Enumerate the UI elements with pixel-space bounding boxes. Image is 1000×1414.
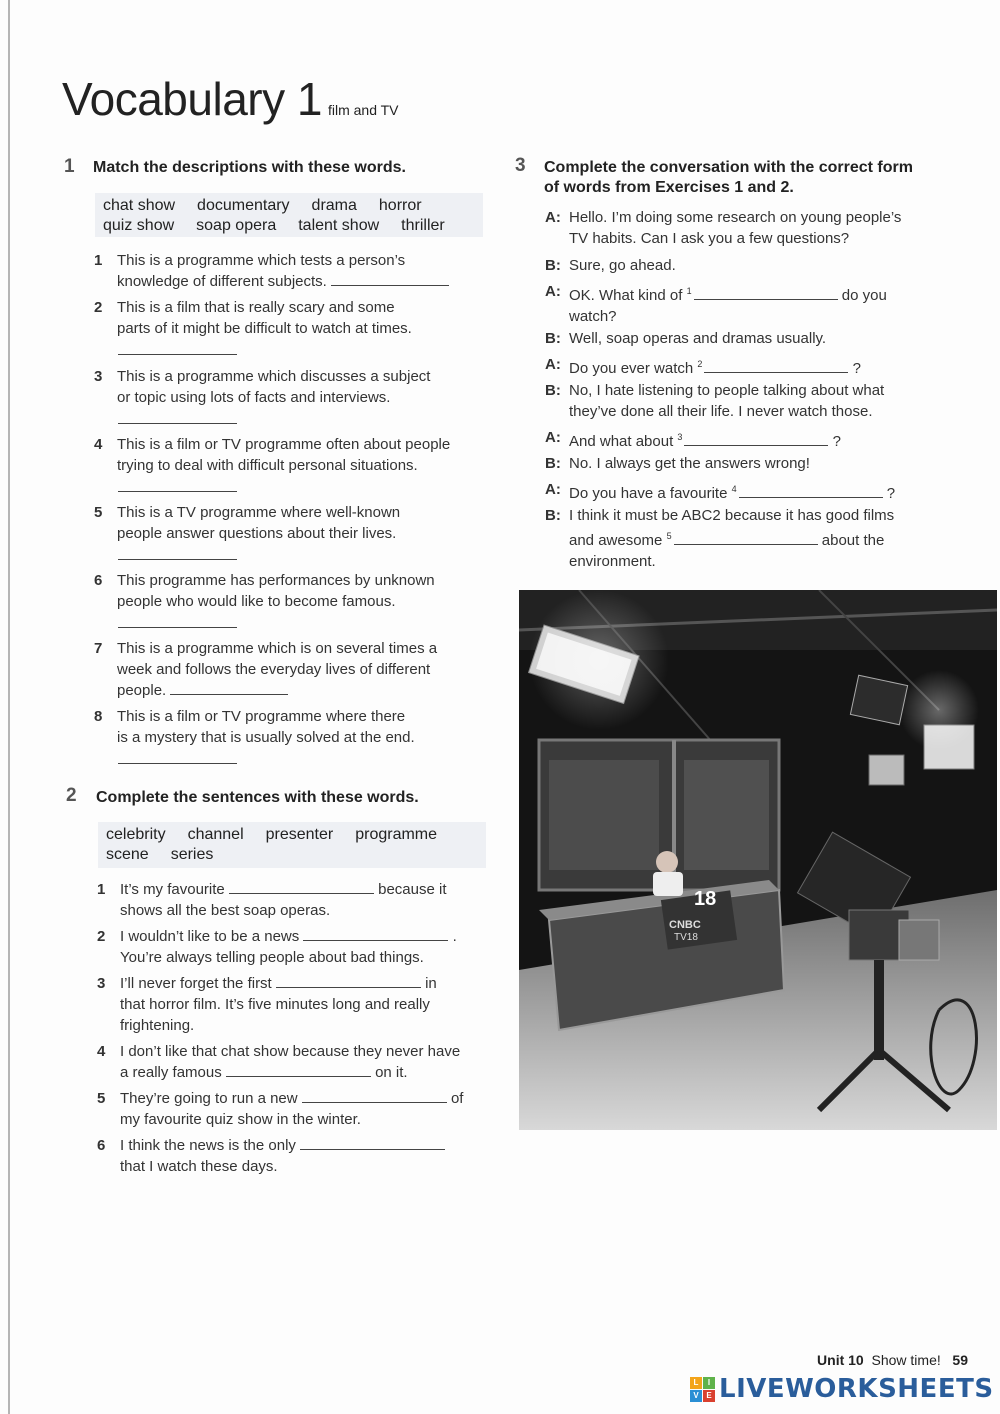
- word: soap opera: [196, 217, 277, 234]
- answer-blank[interactable]: [118, 491, 237, 492]
- answer-blank[interactable]: [694, 287, 838, 300]
- word: programme: [355, 826, 438, 843]
- title-sub: film and TV: [327, 102, 399, 118]
- tv-studio-illustration: [519, 590, 997, 1130]
- page-margin-line: [8, 0, 10, 1414]
- answer-blank[interactable]: [276, 975, 421, 988]
- liveworksheets-wordmark: LIVEWORKSHEETS: [719, 1374, 994, 1404]
- ex1-item: 4 This is a film or TV programme often about people trying to deal with difficult personal situations.: [94, 436, 451, 474]
- answer-blank[interactable]: [684, 433, 828, 446]
- tv-studio-photo: [519, 590, 997, 1130]
- ex2-item: 5 They’re going to run a new of my favourite quiz show in the winter.: [97, 1090, 464, 1128]
- ex2-number: 2: [66, 785, 77, 806]
- word: presenter: [265, 826, 334, 843]
- ex2-word-box: [98, 822, 486, 868]
- dialogue-line: A: OK. What kind of $^1$ do you watch?: [545, 283, 887, 325]
- unit-title: Show time!: [871, 1352, 941, 1368]
- word: thriller: [401, 217, 445, 234]
- ex1-item: 2 This is a film that is really scary and some parts of it might be difficult to watch at times.: [94, 299, 412, 337]
- liveworksheets-logo-icon: L I V E: [690, 1377, 715, 1402]
- ex1-item: 8 This is a film or TV programme where there is a mystery that is usually solved at the end.: [94, 708, 415, 746]
- liveworksheets-logo[interactable]: [690, 1374, 994, 1408]
- desk-sign-cnbc: CNBC: [669, 919, 701, 931]
- answer-blank[interactable]: [118, 423, 237, 424]
- ex2-item: 4 I don’t like that chat show because they never have a really famous on it.: [97, 1043, 461, 1081]
- ex1-number: 1: [64, 156, 75, 177]
- ex2-item: 1 It’s my favourite because it shows all the best soap operas.: [97, 881, 447, 919]
- ex1-heading: Match the descriptions with these words.: [93, 159, 406, 176]
- dialogue-line: B: I think it must be ABC2 because it has good films and awesome $^5$ about the environment.: [545, 507, 895, 570]
- word: talent show: [298, 217, 380, 234]
- answer-blank[interactable]: [226, 1064, 371, 1077]
- ex2-heading: Complete the sentences with these words.: [96, 789, 419, 806]
- answer-blank[interactable]: [229, 881, 374, 894]
- ex1-item: 3 This is a programme which discusses a subject or topic using lots of facts and interviews.: [94, 368, 431, 406]
- answer-blank[interactable]: [302, 1090, 447, 1103]
- word: documentary: [197, 197, 290, 214]
- answer-blank[interactable]: [674, 532, 818, 545]
- dialogue-line: B: Sure, go ahead.: [545, 257, 676, 274]
- dialogue-line: A: Do you have a favourite $^4$ ?: [545, 481, 896, 502]
- page-footer: [817, 1352, 968, 1368]
- answer-blank[interactable]: [300, 1137, 445, 1150]
- ex3-heading: Complete the conversation with the correct form of words from Exercises 1 and 2.: [544, 159, 913, 196]
- dialogue-line: A: Do you ever watch $^2$ ?: [545, 356, 861, 377]
- answer-blank[interactable]: [118, 763, 237, 764]
- answer-blank[interactable]: [331, 273, 449, 286]
- ex1-item: 6 This programme has performances by unknown people who would like to become famous.: [94, 572, 435, 610]
- word: channel: [187, 826, 244, 843]
- ex1-item: 7 This is a programme which is on several times a week and follows the everyday lives of different people.: [94, 640, 438, 699]
- answer-blank[interactable]: [118, 627, 237, 628]
- ex1-word-box: [95, 193, 483, 237]
- word: celebrity: [106, 826, 166, 843]
- desk-logo: 18: [694, 888, 717, 910]
- page-number: 59: [952, 1352, 968, 1368]
- word: horror: [378, 197, 422, 214]
- answer-blank[interactable]: [739, 485, 883, 498]
- word: quiz show: [103, 217, 175, 234]
- word: chat show: [103, 197, 176, 214]
- ex3-number: 3: [515, 155, 526, 176]
- ex2-item: 6 I think the news is the only that I watch these days.: [120, 1135, 445, 1177]
- ex2-item: 2 I wouldn’t like to be a news . You’re always telling people about bad things.: [97, 928, 457, 966]
- ex1-item: 1 This is a programme which tests a person’s knowledge of different subjects.: [117, 250, 449, 292]
- dialogue-line: A: Hello. I’m doing some research on young people’s TV habits. Can I ask you a few questions?: [545, 209, 902, 247]
- title-main: Vocabulary 1: [62, 73, 322, 125]
- unit-label: Unit 10: [817, 1352, 864, 1368]
- answer-blank[interactable]: [170, 682, 288, 695]
- answer-blank[interactable]: [704, 360, 848, 373]
- dialogue-line: B: No. I always get the answers wrong!: [545, 455, 810, 472]
- word: scene: [106, 846, 149, 863]
- answer-blank[interactable]: [118, 354, 237, 355]
- page-title: [62, 72, 399, 126]
- ex2-item: 3 I’ll never forget the first in that horror film. It’s five minutes long and really frightening.: [97, 975, 437, 1034]
- answer-blank[interactable]: [303, 928, 448, 941]
- word: series: [170, 846, 214, 863]
- word: drama: [311, 197, 357, 214]
- ex1-item: 5 This is a TV programme where well-known people answer questions about their lives.: [94, 504, 401, 542]
- answer-blank[interactable]: [118, 559, 237, 560]
- desk-sign-tv18: TV18: [674, 932, 698, 943]
- dialogue-line: B: No, I hate listening to people talking about what they’ve done all their life. I never watch those.: [545, 382, 885, 420]
- dialogue-line: A: And what about $^3$ ?: [545, 429, 841, 450]
- dialogue-line: B: Well, soap operas and dramas usually.: [545, 330, 827, 347]
